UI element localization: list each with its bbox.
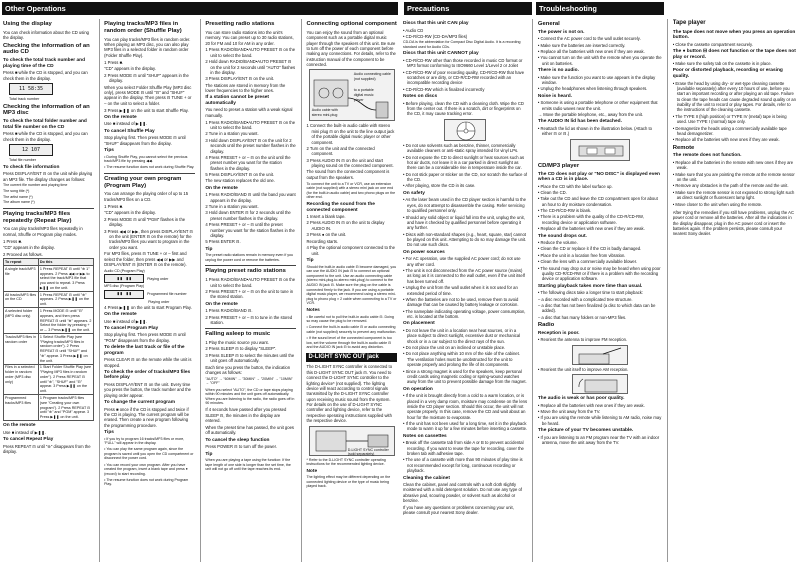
step: 5 Press ENTER ⊟. <box>205 239 241 245</box>
para: Press ■ while the CD is stopped, and you can check them in the display. <box>3 131 88 142</box>
para: The D-LIGHT SYNC controller is connected to this D-LIGHT SYNC OUT jack ⊟. You need to connect the D-LIGHT SYNC controller to the lighting device* (not supplied). The lighting device will react according to control signals transmitted by the D-LIGHT SYNC controller upon receiving music sound from the system. For details on the use of D-LIGHT SYNC controller and lighting device, refer to the respective operating instructions supplied with the respective device. <box>306 364 393 424</box>
para: Press ■ while the CD is stopped, and you can check them in the display. <box>3 70 88 81</box>
subheading: Noise is heard. <box>537 93 572 99</box>
step: 3 Press ◀◀ or ▶▶, then press DISPLAY/ENT ⊟ on the unit (ENTER ⊟ on the remote) for the tracks/MP3 files you want to program in the order you want. <box>104 228 194 250</box>
list-item: • CD-R/CD-RW of poor recording quality, CD-R/CD-RW that have scratches or are dirty, or CD-R/CD-RW recorded with an incompatible recording device <box>403 69 525 86</box>
disc-cleaning-illustration <box>444 119 486 141</box>
heading-presetting-radio: Presetting radio stations <box>205 21 275 27</box>
subheading: The power is not on. <box>537 29 585 35</box>
list-item: • Make sure the batteries are inserted correctly. <box>537 42 626 48</box>
dlight-illustration <box>309 426 395 456</box>
list-item: • Break off the cassette tab from side A or B to prevent accidental recording. If you want to reuse the tape for recording, cover the broken tab with adhesive tape. <box>403 440 524 457</box>
heading-cd-mp3-player: CD/MP3 player <box>537 162 580 169</box>
step: 3 Press DISPLAY/ENT ⊟ on the unit. <box>205 76 275 82</box>
list-item: • Make sure that you are pointing the remote at the remote sensor on the unit. <box>672 171 795 183</box>
column-separator <box>301 19 302 562</box>
subheading: There is no audio. <box>537 68 579 74</box>
para: CD-DA is the abbreviation for Compact Disc Digital Audio. It is a recording standard used for Audio CDs. <box>403 40 521 49</box>
step: 1 Insert a blank tape. <box>306 214 346 220</box>
para: If you have any questions or problems concerning your unit, please consult your nearest Sony dealer. <box>403 505 514 516</box>
note: • Be careful not to pull the built-in audio cable ⊟. Doing so may cause the plug to be removed. <box>306 314 394 324</box>
figure-caption: MP3 disc (Program Play) <box>104 284 145 289</box>
antenna-icon <box>573 346 629 366</box>
para: You can check information about the CD using the display. <box>3 29 89 41</box>
subheading: On power sources <box>403 249 445 255</box>
table-header: Do this <box>38 259 93 266</box>
para: Use ■ instead of ▶❚❚. <box>3 429 47 435</box>
list-item: • The following discs take a longer time to start playback: <box>537 290 644 296</box>
list-item: • Since a strong magnet is used for the speakers, keep personal credit cards using magnetic coding or spring-wound watches away from the unit to prevent possible damage from the magnet. <box>403 368 527 385</box>
display-sequence-item: The song title (*) <box>3 189 30 194</box>
heading-repeat-play: Playing tracks/MP3 files repeatedly (Repeat Play) <box>3 210 72 224</box>
para: "CD" appears in the display. <box>3 245 55 251</box>
step: 5 Press DISPLAY/ENT ⊟ on the unit. <box>205 172 275 178</box>
subheading: Discs that this unit CAN play <box>403 21 469 26</box>
display-illustration: 11 58:35 <box>9 83 53 95</box>
display-illustration: 12 107 <box>9 144 53 156</box>
step: 1 Press RADIO/BAND ⊟. <box>205 308 253 314</box>
para: Press POWER ⊟ to turn off the power. <box>205 444 277 450</box>
display-sequence-item: The artist name (*) <box>3 194 33 199</box>
divider <box>205 328 296 329</box>
list-item: • There is a problem with the quality of the CD-R/CD-RW, recording device or application software. <box>537 214 644 225</box>
table-cell: 1 Press MODE ⊟ until "⊟" appears, and then press REPEAT ⊟ until "⊕" appears. 2 Select the folder by pressing + or –. 3 Press ▶❚❚ on the unit. <box>39 309 92 332</box>
subheading: Notes on discs <box>403 94 438 100</box>
list-item: – a disc that has many folders or non-MP3 files. <box>537 314 627 320</box>
list-item: • You cannot turn on the unit with the remote when you operate the unit on batteries. <box>537 55 662 66</box>
step: 2 Turn on the unit and the connected component. <box>306 145 375 157</box>
list-item: • Replace all the batteries with new ones if they are weak. <box>537 226 645 232</box>
subheading: Starting playback takes more time than usual. <box>537 283 643 289</box>
step: 2 Press AUDIO IN ⊟ on the unit to display AUDIO IN. <box>306 220 385 231</box>
step: 2 Press PRESET + or – ⊟ to tune in the stored station. <box>205 314 293 325</box>
tip: When you are playing a tape using the function: If the tape length of one side is longer than the set time, the unit will not go off until the tape reaches its end. <box>205 458 291 472</box>
column-radio-sleep <box>205 19 296 562</box>
display-illustration: ▮▮ ▮▮ <box>104 290 144 299</box>
step: 1 Press RADIO/BAND•AUTO PRESET ⊟ on the unit to select the band. <box>205 119 296 131</box>
subheading: On the remote <box>205 185 238 191</box>
heading-general: General <box>537 21 560 27</box>
repeat-table <box>3 258 94 421</box>
heading-using-display: Using the display <box>3 21 52 27</box>
right-spread <box>400 0 800 566</box>
lid-icon <box>571 140 631 162</box>
subheading: On safety <box>403 190 425 196</box>
subheading: To check the total track number and playing time of the CD <box>3 58 86 69</box>
table-cell: Files in a selected folder in random order (MP3 disc only) <box>4 364 39 395</box>
para: Each time you press the button, the indication changes as follows: <box>205 364 291 375</box>
subheading: Tips <box>104 430 114 436</box>
list-item: • Clean the lens with a commercially available blower. <box>537 259 638 265</box>
section-band-troubleshooting: Troubleshooting <box>536 2 664 15</box>
step: 2 Press SLEEP ⊟ to display "SLEEP". <box>205 346 277 352</box>
heading-shuffle-play: Playing tracks/MP3 files in random order (Shuffle Play) <box>104 21 182 34</box>
list-item: • When the batteries are not to be used, remove them to avoid damage that can be caused by battery leakage or corrosion. <box>403 296 519 308</box>
subheading: To change the current program <box>104 400 175 406</box>
column-shuffle-program <box>104 19 195 562</box>
subheading: Recording the sound from the connected component <box>306 202 375 213</box>
list-item: • Connect the AC power cord to the wall outlet securely. <box>537 36 641 42</box>
list-item: • CD-R/CD-RW other than those recorded in music CD format or MP3 format conforming to ISO9660 Level 1/Level 2 or Joliet <box>403 57 523 69</box>
heading-connecting-component: Connecting optional component <box>306 21 397 27</box>
unit-rotate-icon <box>573 375 629 395</box>
list-item: – a disc recorded with a complicated tree structure. <box>537 296 633 302</box>
list-item: • Reorient the unit itself to improve AM reception. <box>537 366 629 372</box>
table-row <box>4 266 94 292</box>
figure-caption: Audio CD (Program Play) <box>104 268 145 273</box>
list-item: • Replace all the batteries with new ones if they are weak. <box>537 49 645 55</box>
heading-remote: Remote <box>672 144 695 151</box>
heading-mp3-info: Checking the information of an MP3 disc <box>3 103 90 117</box>
column-connect-dlight <box>306 19 397 562</box>
para: Press DISPLAY/ENT ⊟ on the unit while playing an MP3 file. The display changes as follows: <box>3 171 93 182</box>
display-illustration: ▮▮ ▮▮ <box>104 274 144 283</box>
para: For MP3 files, press ⊟ TUNE + or – first and select the folder, then press ◀◀ or ▶▶ and DISPLAY/ENT ⊟ (ENTER ⊟ on the remote). <box>104 251 187 267</box>
column-separator <box>667 19 668 562</box>
list-item: • If you are using the remote while listening to AM radio, noise may be heard. <box>537 415 662 426</box>
para: "AUTO" → "60MIN" → "30MIN" → "20MIN" → "10MIN" → "OFF" <box>205 376 293 386</box>
step: 1 Press RADIO/BAND ⊟ until the band you want appears in the display. <box>205 192 296 203</box>
subheading: Cleaning the cabinet <box>403 475 450 481</box>
table-cell: All tracks/MP3 files on the CD <box>4 292 39 308</box>
table-cell: 1 Press REPEAT ⊟ until "⊕ 1" appears. 2 Press ◀◀ or ▶▶ to select the track/MP3 file that you want to repeat. 3 Press ▶❚❚ on the unit. <box>38 266 93 292</box>
list-item: • Place the unit in a location free from vibration. <box>537 252 626 258</box>
list-item: • Do not use solvents such as benzine, thinner, commercially available cleaners or anti-static spray intended for vinyl LPs. <box>403 142 519 154</box>
figure-caption: Programmed file number <box>147 292 187 297</box>
subheading: Poor or distorted playback, recording or erasing quality. <box>672 68 783 79</box>
tip: • During Shuffle Play, you cannot select the previous track/MP3 file by pressing ◀◀. <box>104 154 188 164</box>
table-cell: 1 Start Folder Shuffle Play (see "Playing MP3 files in random order"). 2 Press REPEAT ⊟ until "⊕", "SHUF" and "⊟" appear. 3 Press ▶❚❚ on the unit. <box>39 365 92 394</box>
subheading: To check file information <box>3 164 60 170</box>
figure-caption: to a portable digital music player <box>353 88 374 102</box>
subheading: On the remote <box>104 311 137 317</box>
subheading: To delete the last track or file of the program <box>104 345 185 356</box>
list-item: • After playing, store the CD in its case. <box>403 183 476 189</box>
figure-caption: Playing order <box>148 300 170 305</box>
table-cell: 1 Program tracks/MP3 files (see "Creating your own program"). 2 Press REPEAT ⊟ until "⊕" and "PGM" appear. 3 Press ▶❚❚ on the unit. <box>38 395 93 421</box>
program-display-figure <box>104 290 195 299</box>
step: 1 Press ■. <box>104 59 124 65</box>
subheading: The picture of your TV becomes unstable. <box>537 428 634 434</box>
step: 3 Press SLEEP ⊟ to select the minutes until the unit goes off automatically. <box>205 352 295 364</box>
para: Use ■ instead of ▶❚❚. <box>104 318 148 324</box>
para: Stop playing first. Then press MODE ⊟ until "PGM" disappears from the display. <box>104 332 186 343</box>
table-cell: Programmed tracks/MP3 files <box>4 395 39 421</box>
list-item: – a disc that has not been finalized (a disc to which data can be added). <box>537 302 656 314</box>
list-item: • Close the cassette compartment securely. <box>672 41 754 47</box>
fm-antenna-illustration <box>572 345 628 365</box>
tip: • The resume function does not work during Program Play. <box>104 477 189 487</box>
note: • Connect the built-in audio cable ⊟ or audio connecting cable (not supplied) securely to prevent any malfunction. <box>306 325 397 334</box>
subheading: Tip <box>306 258 314 264</box>
list-item: • Remove any obstacles in the path of the remote and the unit. <box>672 183 789 189</box>
list-item: • CD-R/CD-RW which is finalized incorrectly <box>403 86 485 92</box>
table-cell: A single track/MP3 file <box>4 266 39 292</box>
table-cell: 1 Select Shuffle Play (see "Playing tracks/MP3 files in random order"). 2 Press REPEAT ⊟ until "SHUF" and "⊕" appear. 3 Press ▶❚❚ on the unit. <box>38 334 93 365</box>
list-item: • Replace all the batteries with new ones if they are weak. <box>537 402 645 408</box>
note: • If the sound level of the connected component is too low, set the volume through the built-in audio cable ⊟ and the AUDIO IN jack ⊟ to avoid any distortion. <box>306 335 392 350</box>
column-precautions <box>403 19 527 562</box>
list-item: • Make sure the function you want to use appears in the display window. <box>537 74 656 86</box>
column-tape-remote <box>673 19 797 562</box>
heading-audio-cd-info: Checking the information of an audio CD <box>3 42 90 56</box>
figure-caption: Audio connecting cable (not supplied) <box>353 72 391 81</box>
list-item: • The sound may drop out or noise may be heard when using poor quality CD-R/CD-RW or if there is a problem with the recording device or application software. <box>537 265 661 282</box>
section-band-precautions: Precautions <box>404 2 532 15</box>
para: Press REPEAT ⊟ until "⊕" disappears from the display. <box>3 443 91 455</box>
list-item: → Move the portable telephone, etc., away from the unit. <box>537 112 644 118</box>
step: 2 Tune in a station you want. <box>205 204 259 210</box>
list-item: • Discs with non-standard shapes (e.g., heart, square, star) cannot be played on this unit. Attempting to do so may damage the unit. Do not use such discs. <box>403 231 527 248</box>
step: 1 Press ■. <box>104 203 124 209</box>
step: 3 Hold down ENTER ⊟ for 2 seconds until the preset number flashes in the display. <box>205 210 291 221</box>
list-item: • The unit is not disconnected from the AC power source (mains) as long as it is connected to the wall outlet, even if the unit itself has been turned off. <box>403 268 525 284</box>
heading-dlight-sync: D-LIGHT SYNC OUT jack <box>306 353 397 363</box>
table-cell: 1 Press REPEAT ⊟ until "⊕" appears. 2 Press ▶❚❚ on the unit. <box>38 292 93 308</box>
table-row <box>4 334 94 365</box>
list-item: • As the laser beam used in the CD player section is harmful to the eyes, do not attempt to disassemble the casing. Refer servicing to qualified personnel only. <box>403 197 526 214</box>
step: 1 Press RADIO/BAND•AUTO PRESET ⊟ on the unit to select the band. <box>205 277 296 288</box>
subheading: If a station cannot be preset automatically <box>205 95 270 106</box>
para: Use ■ instead of ▶❚❚. <box>104 121 148 127</box>
table-row <box>4 292 94 308</box>
para: When you select "AUTO", the CD or tape stops playing within 90 minutes and the unit goes off automatically. When you are listening to the radio, the radio goes off in 90 minutes. <box>205 387 295 406</box>
list-item: • Demagnetize the heads using a commercially available tape head demagnetizer. <box>672 125 787 136</box>
list-item: • Take out the CD and leave the CD compartment open for about an hour to dry moisture condensation. <box>537 196 658 207</box>
list-item: • Audio CD <box>403 27 424 33</box>
list-item: • Reorient the antenna to improve FM reception. <box>537 337 628 343</box>
para: When you select Folder Shuffle Play (MP3 disc only), press MODE ⊟ until "⊟" and "SHUF" appear in the display. Then press ⊟ TUNE + or – on the unit to select a folder. <box>104 84 192 106</box>
list-item: • Should any solid object or liquid fall into the unit, unplug the unit, and have it checked by qualified personnel before operating it any further. <box>403 214 525 231</box>
column-separator <box>200 19 201 562</box>
list-item: • Before playing, clean the CD with a cleaning cloth. Wipe the CD from the center out. If there is a scratch, dirt or fingerprints on the CD, it may cause tracking error. <box>403 100 524 117</box>
figure-caption: Audio cable with stereo mini-plug <box>311 108 338 117</box>
column-separator <box>99 19 100 562</box>
heading-program-play: Creating your own program (Program Play) <box>104 175 182 189</box>
step: 4 Play the optional component connected to the unit. <box>306 245 395 256</box>
subheading: On the remote <box>104 114 137 120</box>
section-band-other-operations: Other Operations <box>2 2 398 15</box>
list-item: • Place the CD with the label surface up. <box>537 183 613 189</box>
table-row <box>4 395 94 421</box>
subheading: Notes on cassettes <box>403 433 447 439</box>
step: 4 Press PRESET + or – ⊟ on the unit until the preset number you want for the station flashes in the display. <box>205 154 291 171</box>
subheading: To check the total folder number and total file number on the CD <box>3 119 87 130</box>
display-sequence-item: The current file number and playing time <box>3 183 68 188</box>
list-item: • The TYPE II (high position) or TYPE IV (metal) tape is being used. Use TYPE I (normal) tape only. <box>672 113 787 125</box>
divider <box>3 208 94 209</box>
subheading: On operation <box>403 386 433 392</box>
para: If 4 seconds have passed after you pressed SLEEP ⊟, the minutes in the display are entered. <box>205 407 287 424</box>
heading-falling-asleep: Falling asleep to music <box>205 331 271 338</box>
display-sequence-item: The album name (*) <box>3 200 35 205</box>
subheading: On the remote <box>205 301 238 307</box>
column-display-repeat <box>3 19 94 562</box>
para: Clean the cabinet, panel and controls with a soft cloth slightly moistened with a mild detergent solution. Do not use any type of abrasive pad, scouring powder, or solvent such as alcohol or benzine. <box>403 482 522 504</box>
step: 2 Tune in a station you want. <box>205 131 259 137</box>
para: You can play tracks/MP3 files in random order. When playing an MP3 disc, you can also play MP3 files in a selected folder in random order (Folder Shuffle Play). <box>104 36 191 58</box>
connection-illustration <box>309 69 395 121</box>
table-cell: Tracks/MP3 files in random order <box>4 334 39 365</box>
list-item: • Reduce the volume. <box>537 240 578 246</box>
step: 2 Press MODE ⊟ until "PGM" flashes in the display. <box>104 216 186 228</box>
para: Press ■ once if the CD is stopped and twice if the CD is playing. The current program will be erased. Then create a new program following the programming procedure. <box>104 406 190 428</box>
para: You can store radio stations into the unit's memory. You can preset up to 30 radio stations, 20 for FM and 10 for AM in any order. <box>205 29 294 46</box>
figure-caption: Total track number <box>9 96 40 101</box>
right-columns <box>403 19 797 562</box>
list-item: • If the unit is brought directly from a cold to a warm location, or is placed in a very damp room, moisture may condense on the lens inside the CD player section. Should this occur, the unit will not operate properly. In this case, remove the CD and wait about an hour for the moisture to evaporate. <box>403 393 528 420</box>
step: 2 Proceed as follows. <box>3 251 43 257</box>
list-item: • If you are listening to an FM program near the TV with an indoor antenna, move the unit away from the TV. <box>537 434 660 446</box>
para: Stop playing first. Then press MODE ⊟ until "SHUF" disappears from the display. <box>104 135 186 146</box>
list-item: • Someone is using a portable telephone or other equipment that emits radio waves near the unit. <box>537 100 658 111</box>
list-item: • Do not leave the unit in a location near heat sources, or in a place subject to direct sunlight, excessive dust or mechanical shock or in a car subject to the direct rays of the sun. <box>403 327 521 344</box>
list-item: • Move closer to the unit when using the remote. <box>672 201 763 207</box>
tip: Should the built-in audio cable ⊟ become damaged, you can use the AUDIO IN jack ⊟ to connect an optional component to the unit. Use an audio connecting cable (stereo mini-plug-to-stereo mini-plug) to connect to the AUDIO IN jack ⊟. Make sure the plug on the cable is connected firmly to the jack. If you are using a portable digital music player, we recommend using a stereo mini-plug to phono plug × 2 cable when connecting to a TV or VCR. <box>306 264 397 306</box>
list-item: • Do not stick paper or sticker on the CD, nor scratch the surface of the CD. <box>403 171 528 183</box>
list-item: • Make sure the remote sensor is not exposed to strong light such as direct sunlight or fluorescent lamp light. <box>672 189 795 201</box>
step: 2 Press MODE ⊟ until "SHUF" appears in the display. <box>104 72 189 84</box>
para: The stations are stored in memory from the lower frequencies to the higher ones. <box>205 82 286 94</box>
subheading: Tip <box>205 246 213 252</box>
column-separator <box>532 19 533 562</box>
para: "CD" appears in the display. <box>104 210 156 216</box>
subheading: To cancel Shuffle Play <box>104 128 155 134</box>
subheading: To cancel Program Play <box>104 325 159 331</box>
tip: • If you try to program 16 tracks/MP3 files or more, "FULL" will appear in the display. <box>104 436 185 446</box>
para: After trying the remedies if you still have problems, unplug the AC power cord or remove all the batteries. After all the indications in the display disappear, plug in the AC power cord or insert the batteries again. If the problem persists, please consult your nearest Sony dealer. <box>672 209 794 237</box>
step: 3 Press ▶❚❚ on the unit to start Shuffle Play. <box>104 107 189 113</box>
subheading: The remote does not function. <box>672 153 742 159</box>
subheading: Note <box>306 468 318 474</box>
step: 4 Press PRESET + or – ⊟ until the preset number you want for the station flashes in the display. <box>205 222 295 238</box>
list-item: • Unplug the headphones when listening through speakers. <box>537 86 648 92</box>
list-item: • Do not expose the CD to direct sunlight or heat sources such as hot air ducts, nor leave it in a car parked in direct sunlight as there can be a considerable rise in temperature inside the car. <box>403 154 525 171</box>
subheading: The sound drops out. <box>537 233 587 239</box>
list-item: • Move the unit away from the TV. <box>537 409 601 414</box>
subheading: To check the order of tracks/MP3 files before play <box>104 369 191 381</box>
list-item: • Replace all the batteries with new ones if they are weak. <box>672 137 780 143</box>
step: 3 Press ● on the unit. <box>306 232 347 238</box>
subheading: Tips <box>104 148 114 154</box>
audio-in-lid-illustration <box>570 139 630 161</box>
para: You can play tracks/MP3 files repeatedly in normal, Shuffle or Program play modes. <box>3 226 83 237</box>
subheading: Discs that this unit CANNOT play <box>403 51 479 57</box>
list-item: • Make sure the safety tab on the cassette is in place. <box>672 61 772 67</box>
column-troubleshooting <box>538 19 662 562</box>
subheading: Reception is poor. <box>537 330 580 336</box>
figure-caption: D-LIGHT SYNC controller (sold separately) <box>347 447 389 457</box>
para: When the preset time has passed, the unit goes off automatically. <box>205 425 295 436</box>
para: Press DISPLAY/ENT ⊟ on the unit. Every time you press the button, the track number and the playing order appear. <box>104 381 191 398</box>
divider <box>104 173 195 174</box>
list-item: • Erase the head by using dry- or wet-type cleaning cassette (available separately) after every 10 hours of use, before you start an important recording or after playing an old tape. Failure to clean the tape heads can cause degraded sound quality or an inability of the unit to record or play tapes. For details, refer to the instructions of the cleaning cassette. <box>672 80 796 113</box>
tip: • You can record your own program. After you have created the program, insert a blank tape and press ● (record) to start recording. <box>104 462 188 476</box>
step: 1 Press ■. <box>3 238 23 244</box>
subheading: On placement <box>403 321 435 327</box>
list-item: • Replace all the batteries in the remote with new ones if they are weak. <box>672 159 794 171</box>
list-item: • Clean the CD. <box>537 189 567 195</box>
step: 3 Press AUDIO IN ⊟ on the unit and start playing sound on the connected component. <box>306 157 394 169</box>
para: You can enjoy the sound from an optional component such as a portable digital music player through the speakers of this unit. Be sure to turn off the power of each component before making any connections. For details, refer to the instruction manual of the component to be connected. <box>306 29 396 68</box>
subheading: The CD does not play or "NO DISC" is displayed even when a CD is in place. <box>537 171 660 183</box>
subheading: To cancel Repeat Play <box>3 437 54 443</box>
figure-caption: Total file number <box>9 157 37 162</box>
table-cell: A selected folder (MP3 disc only) <box>4 308 39 334</box>
list-item: • Reattach the lid as shown in the illustration below. (Attach to either ⊟ or ⊟.) <box>537 125 652 137</box>
para: You need to preset a station with a weak signal manually. <box>205 107 293 118</box>
table-row <box>4 364 94 395</box>
tip: • The resume function does not work during Shuffle Play. <box>104 165 195 170</box>
program-display-figure <box>104 274 195 283</box>
para: "CD" appears in the display. <box>104 65 156 71</box>
subheading: Notes <box>306 308 320 314</box>
figure-caption: Playing order <box>147 276 169 281</box>
step: 3 Hold down DISPLAY/ENT ⊟ on the unit for 2 seconds until the preset number flashes in the display. <box>205 137 296 154</box>
para: The new station replaces the old one. <box>205 178 275 184</box>
list-item: • Clean the CD or replace it if the CD is badly damaged. <box>537 246 642 252</box>
para: You can arrange the playing order of up to 15 tracks/MP3 files on a CD. <box>104 191 189 202</box>
step: 2 Hold down RADIO/BAND•AUTO PRESET ⊟ on the unit for 2 seconds until "AUTO" flashes in the display. <box>205 59 296 75</box>
table-header: To repeat <box>4 259 39 266</box>
para: Press CLEAR ⊟ on the remote while the unit is stopped. <box>104 357 192 368</box>
footnote: * Refer to the D-LIGHT SYNC controller operating instructions for the recommended lighting device. <box>306 457 386 467</box>
heading-tape-player: Tape player <box>672 20 706 26</box>
subheading: The ● button ⊟ does not function or the tape does not play or record. <box>672 49 796 60</box>
list-item: • Unplug the unit from the wall outlet when it is not used for an extended period of time. <box>403 285 518 296</box>
left-columns <box>3 19 397 562</box>
heading-playing-preset: Playing preset radio stations <box>205 268 286 275</box>
list-item: • Do not place the unit on an inclined or unstable place. <box>403 345 506 351</box>
step: 4 Press ▶❚❚ on the unit to start Program Play. <box>104 304 192 310</box>
list-item: • If the unit has not been used for a long time, set it in the playback mode to warm it up for a few minutes before inserting a cassette. <box>403 421 528 432</box>
subheading: The tape does not move when you press an operation button. <box>672 29 796 41</box>
tip: • You can play the same program again, since the program is saved until you open the CD compartment or disconnect the power cord. <box>104 447 194 461</box>
subheading: To cancel the sleep function <box>205 437 270 443</box>
step: 1 Connect the built-in audio cable with stereo mini plug ⊟ on the unit to the line output jack of the portable digital music player or other component. <box>306 123 395 145</box>
subheading: The audio is weak or has poor quality. <box>537 396 625 402</box>
subheading: On the remote <box>3 423 36 429</box>
disc-icon <box>445 120 487 142</box>
step: 1 Play the music source you want. <box>205 340 269 346</box>
para: Recording starts. <box>306 238 339 244</box>
table-row <box>4 308 94 334</box>
step: 1 Press RADIO/BAND•AUTO PRESET ⊟ on the unit to select the band. <box>205 47 296 58</box>
list-item: • Do not place anything within 10 mm of the side of the cabinet. The ventilation holes must be unobstructed for the unit to operate properly and prolong the life of its components. <box>403 351 520 368</box>
para: The sound from the connected component is output from the speakers. <box>306 169 390 180</box>
heading-radio: Radio <box>537 322 555 329</box>
divider <box>205 265 296 266</box>
step: 2 Press PRESET + or – ⊟ on the unit to tune in the stored station. <box>205 288 294 300</box>
list-item: • CD-R/CD-RW (CD-DA/MP3 files) <box>403 33 468 39</box>
tip: The preset radio stations remain in memory even if you unplug the power cord or remove the batteries. <box>205 253 293 262</box>
list-item: • The nameplate indicating operating voltage, power consumption, etc. is located at the bottom. <box>403 308 526 320</box>
list-item: • The CD-R/CD-RW is blank. <box>537 208 592 214</box>
list-item: • The use of a cassette with more than 90 minutes of play time is not recommended except for long, continuous recording or playback. <box>403 457 523 474</box>
subheading: Tip <box>205 451 213 457</box>
list-item: • For AC operation, use the supplied AC power cord; do not use any other cord. <box>403 256 521 267</box>
note: The lighting effect may be different depending on the connected lighting device or the type of music being played back. <box>306 475 391 489</box>
subheading: The AUDIO IN lid has been detached. <box>537 119 622 125</box>
para: To connect the unit to a TV or VCR, use an extension cable (not supplied) with a stereo mini jack on one end (for the built-in audio cable) and two phono plugs on the other end. <box>306 181 396 200</box>
am-orientation-illustration <box>572 374 628 394</box>
